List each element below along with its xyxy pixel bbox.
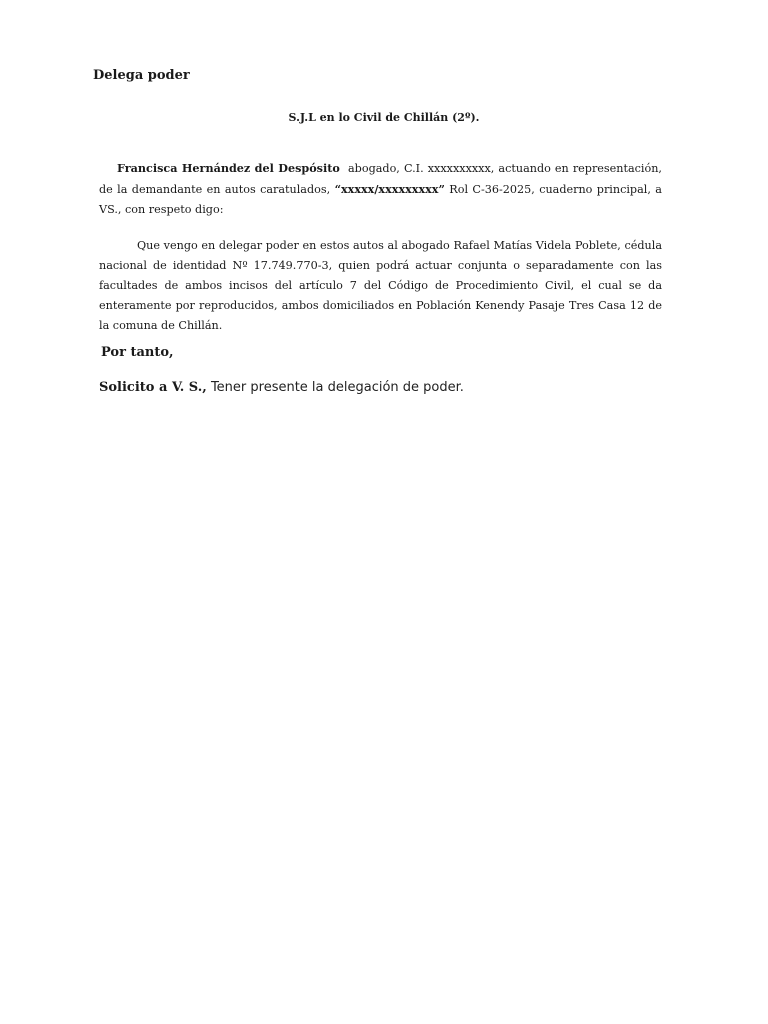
- intro-text-before-case: abogado, C.I. xxxxxxxxxx, actuando en representación, de la demandante en autos caratulados,: [99, 162, 662, 196]
- request-lead: Solicito a V. S.,: [99, 380, 207, 395]
- intro-text-after-case: Rol C-36-2025, cuaderno principal, a VS., con respeto digo:: [99, 183, 662, 216]
- case-caption: “xxxxx/xxxxxxxxx”: [334, 182, 445, 196]
- intro-paragraph: [99, 158, 662, 220]
- por-tanto-heading: Por tanto,: [101, 345, 174, 360]
- document-heading: Delega poder: [93, 68, 190, 83]
- court-addressee: S.J.L en lo Civil de Chillán (2º).: [288, 111, 480, 124]
- request-line: [99, 380, 464, 395]
- request-text: Tener presente la delegación de poder.: [210, 380, 464, 395]
- delegation-paragraph: Que vengo en delegar poder en estos autos al abogado Rafael Matías Videla Poblete, cédula nacional de identidad Nº 17.749.770-3, quien podrá actuar conjunta o separadamente con las facultades de ambos incisos del artículo 7 del Código de Procedimiento Civil, el cual se da enteramente por reproducidos, ambos domiciliados en Población Kenendy Pasaje Tres Casa 12 de la comuna de Chillán.: [99, 239, 662, 332]
- appearing-party-name: Francisca Hernández del Despósito: [117, 161, 340, 175]
